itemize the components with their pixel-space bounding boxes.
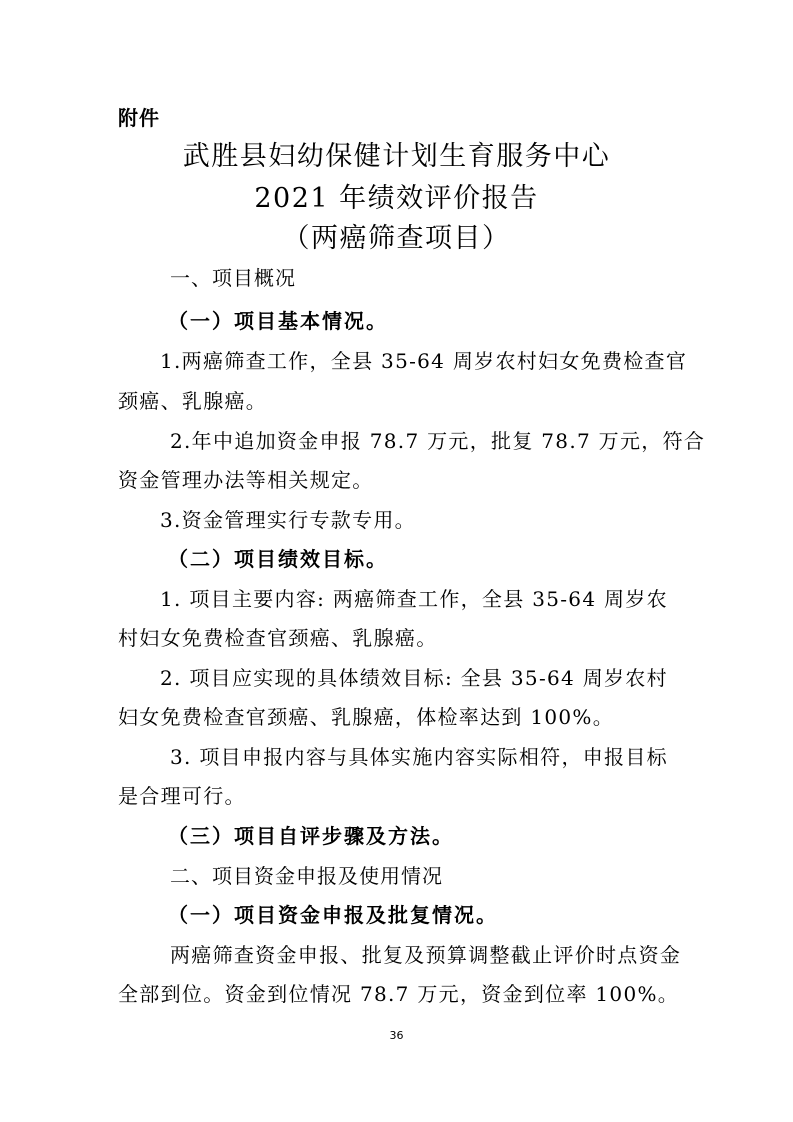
paragraph-line: 全部到位。资金到位情况 78.7 万元，资金到位率 100%。 <box>118 982 680 1006</box>
title-line-2: 2021 年绩效评价报告 <box>254 183 539 214</box>
title-line-3: （两癌筛查项目） <box>282 223 511 254</box>
paragraph-line: 资金管理办法等相关规定。 <box>118 468 374 492</box>
paragraph-line: 3.资金管理实行专款专用。 <box>160 508 416 532</box>
section-1-heading: 一、项目概况 <box>170 266 296 290</box>
paragraph-line: 两癌筛查资金申报、批复及预算调整截止评价时点资金 <box>170 943 682 967</box>
section-2-heading: 二、项目资金申报及使用情况 <box>170 864 443 888</box>
section-1-sub-3-heading: （三）项目自评步骤及方法。 <box>168 824 454 848</box>
paragraph-line: 2. 项目应实现的具体绩效目标: 全县 35-64 周岁农村 <box>160 666 668 690</box>
paragraph-line: 3. 项目申报内容与具体实施内容实际相符，申报目标 <box>170 745 668 769</box>
paragraph-line: 1.两癌筛查工作，全县 35-64 周岁农村妇女免费检查官 <box>160 349 688 373</box>
paragraph-line: 2.年中追加资金申报 78.7 万元，批复 78.7 万元，符合 <box>170 429 706 453</box>
page-number: 36 <box>389 1029 404 1042</box>
paragraph-line: 颈癌、乳腺癌。 <box>118 389 268 413</box>
paragraph-line: 村妇女免费检查官颈癌、乳腺癌。 <box>118 626 438 650</box>
attachment-label: 附件 <box>118 106 160 130</box>
section-2-sub-1-heading: （一）项目资金申报及批复情况。 <box>168 903 498 927</box>
paragraph-line: 是合理可行。 <box>118 784 246 808</box>
title-line-1: 武胜县妇幼保健计划生育服务中心 <box>182 141 611 172</box>
paragraph-line: 1. 项目主要内容: 两癌筛查工作，全县 35-64 周岁农 <box>160 587 668 611</box>
section-1-sub-1-heading: （一）项目基本情况。 <box>168 309 388 333</box>
section-1-sub-2-heading: （二）项目绩效目标。 <box>168 547 388 571</box>
paragraph-line: 妇女免费检查官颈癌、乳腺癌，体检率达到 100%。 <box>118 705 615 729</box>
